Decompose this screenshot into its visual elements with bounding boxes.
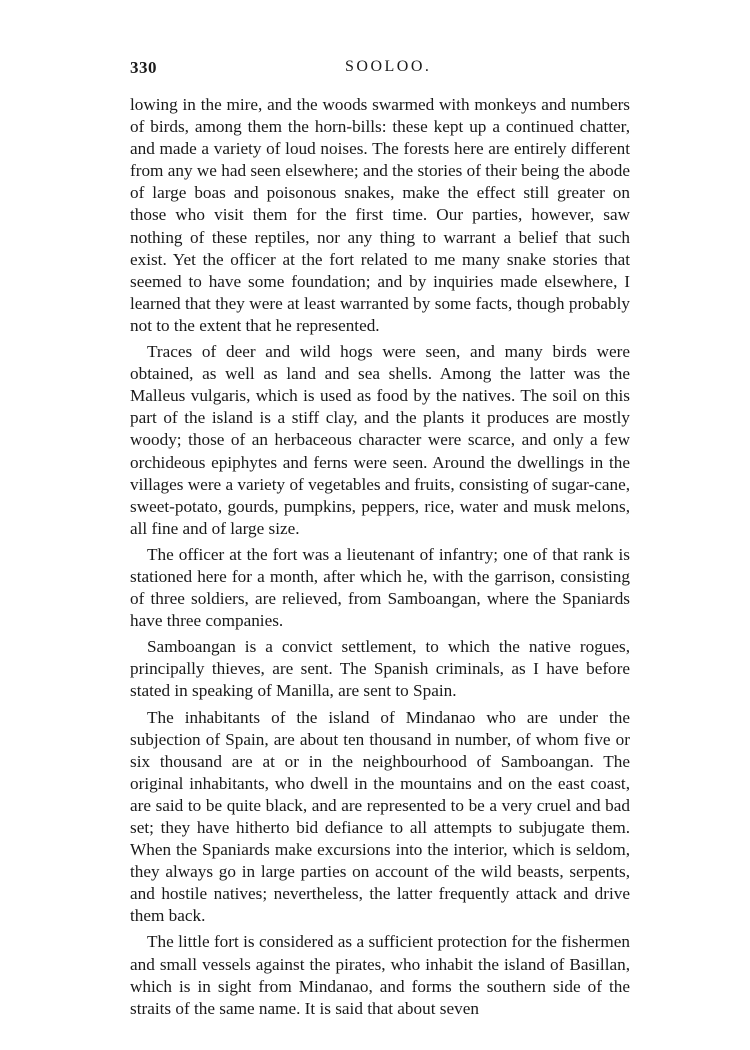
- paragraph-continued: lowing in the mire, and the woods swarmed with monkeys and numbers of birds, among them the horn-bills: these kept up a continued chatter, and made a variety of loud noises. The forests here are entirely different from any we had seen elsewhere; and the stories of their being the abode of large boas and poisonous snakes, make the effect still greater on those who visit them for the first time. Our parties, however, saw nothing of these reptiles, nor any thing to warrant a belief that such exist. Yet the officer at the fort related to me many snake stories that seemed to have some foundation; and by inquiries made elsewhere, I learned that they were at least warranted by some facts, though probably not to the extent that he represented.: [130, 95, 630, 335]
- book-page: [130, 58, 630, 1038]
- running-title: SOOLOO.: [345, 58, 432, 75]
- page-number: 330: [130, 58, 157, 77]
- paragraph: The officer at the fort was a lieutenant of infantry; one of that rank is stationed here for a month, after which he, with the garrison, consisting of three soldiers, are relieved, from Samboangan, where the Spaniards have three companies.: [130, 544, 630, 631]
- running-head: [130, 58, 630, 88]
- body-text: [130, 94, 630, 1020]
- paragraph: The inhabitants of the island of Mindanao who are under the subjection of Spain, are about ten thousand in number, of whom five or six thousand are at or in the neighbourhood of Samboangan. The original inhabitants, who dwell in the mountains and on the east coast, are said to be quite black, and are represented to be a very cruel and bad set; they have hitherto bid defiance to all attempts to subjugate them. When the Spaniards make excursions into the interior, which is seldom, they always go in large parties on account of the wild beasts, serpents, and hostile natives; nevertheless, the latter frequently attack and drive them back.: [130, 707, 630, 926]
- paragraph: Samboangan is a convict settlement, to which the native rogues, principally thieves, are sent. The Spanish criminals, as I have before stated in speaking of Manilla, are sent to Spain.: [130, 637, 630, 701]
- paragraph: Traces of deer and wild hogs were seen, and many birds were obtained, as well as land and sea shells. Among the latter was the Malleus vulgaris, which is used as food by the natives. The soil on this part of the island is a stiff clay, and the plants it produces are mostly woody; those of an herbaceous character were scarce, and only a few orchideous epiphytes and ferns were seen. Around the dwellings in the villages were a variety of vegetables and fruits, consisting of sugar-cane, sweet-potato, gourds, pumpkins, peppers, rice, water and musk melons, all fine and of large size.: [130, 342, 630, 538]
- paragraph: The little fort is considered as a sufficient protection for the fishermen and small vessels against the pirates, who inhabit the island of Basillan, which is in sight from Mindanao, and forms the southern side of the straits of the same name. It is said that about seven: [130, 932, 630, 1018]
